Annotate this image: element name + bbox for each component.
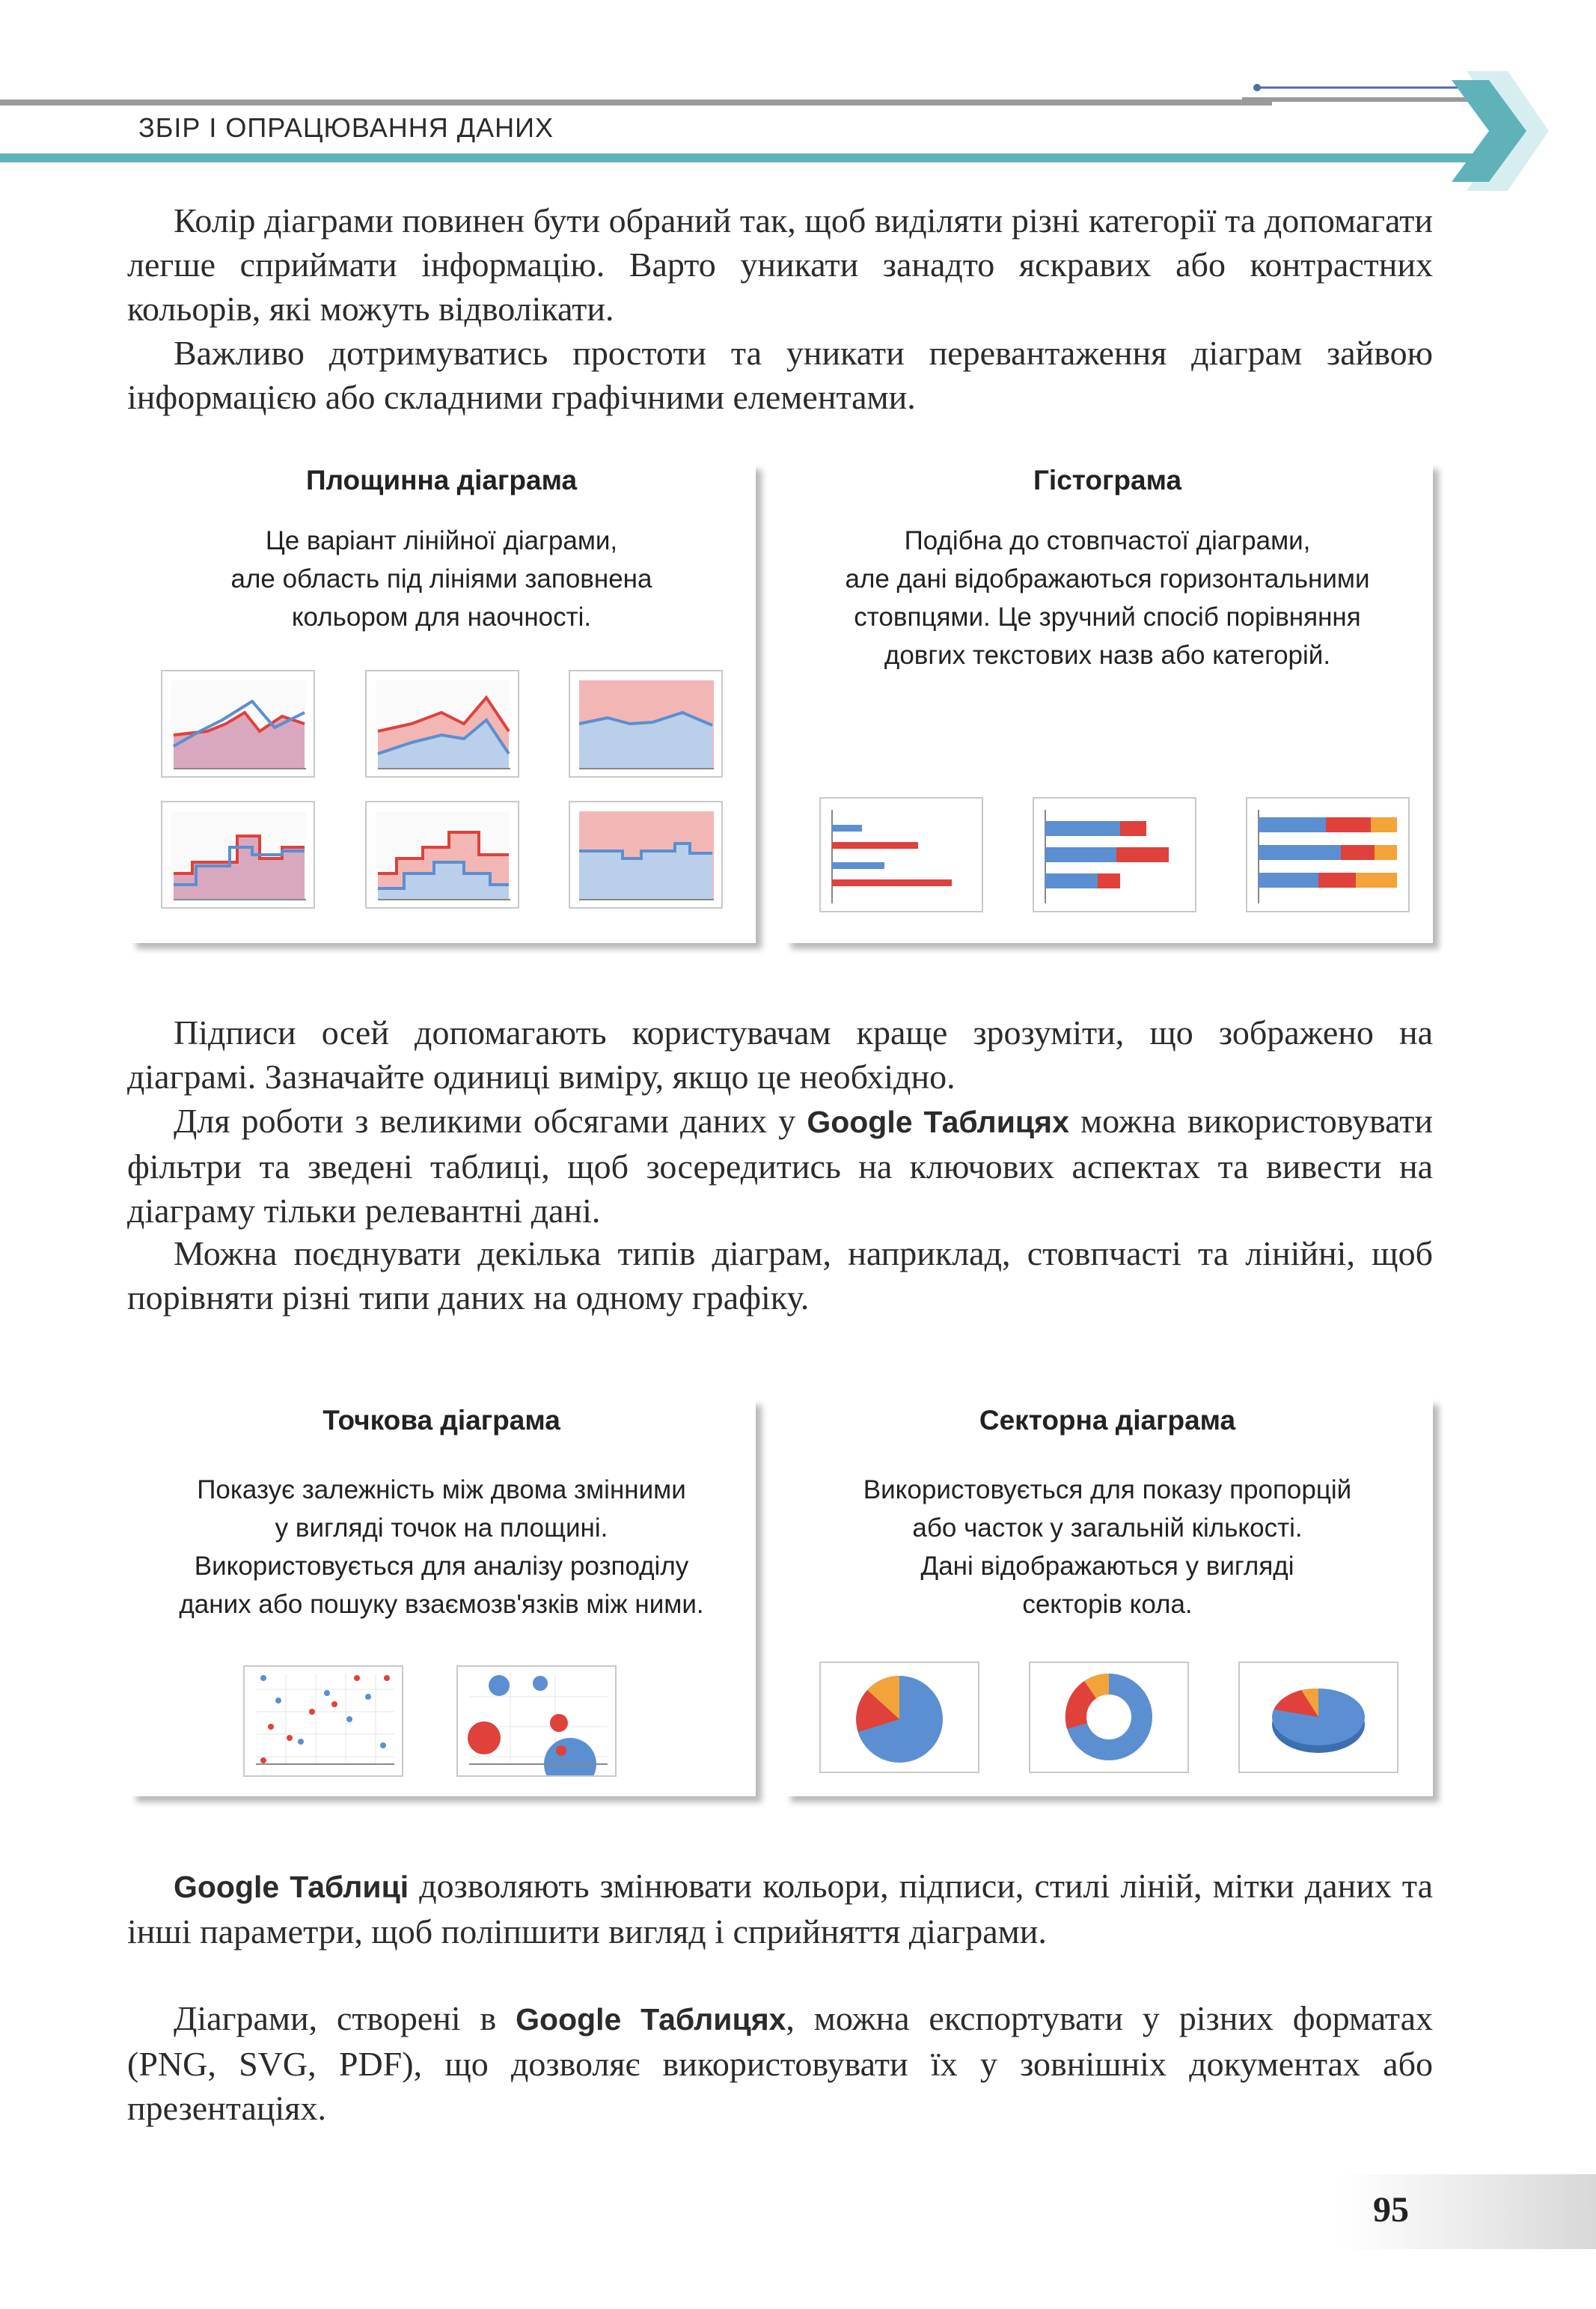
page-number: 95 [1373, 2190, 1409, 2230]
paragraph-color: Колір діаграми повинен бути обраний так, щоб виділяти різні категорії та допомагати легше сприймати інформацію. Варто уникати занадто яскравих або контрастних кольорів, які можуть відволікати. [127, 201, 1433, 328]
area-chart-thumbnail [365, 670, 519, 778]
pie-chart-thumbnail [819, 1662, 979, 1773]
google-sheets-term: Google Таблицях [516, 2002, 786, 2037]
paragraph-customize: Google Таблиці дозволяють змінювати кольори, підписи, стилі ліній, мітки даних та інші параметри, щоб поліпшити вигляд і сприйняття діаграми. [127, 1867, 1433, 1950]
paragraph-simplicity: Важливо дотримуватись простоти та уникати перевантаження діаграм зайвою інформацією або складними графічними елементами. [127, 334, 1433, 416]
header-rule-grey [0, 100, 1272, 106]
area-chart-thumbnail [161, 670, 315, 778]
card-description: Це варіант лінійної діаграми, але область під лініями заповнена кольором для наочності. [230, 526, 652, 632]
card-description: Подібна до стовпчастої діаграми, але дані відображаються горизонтальними стовпцями. Це зручний спосіб порівняння довгих текстових назв або категорій. [845, 526, 1370, 670]
scatter-chart-thumbnail [243, 1665, 403, 1777]
google-sheets-term: Google Таблицях [807, 1105, 1069, 1139]
card-title: Точкова діаграма [322, 1405, 560, 1436]
area-chart-thumbnail [569, 801, 723, 909]
area-chart-thumbnail [365, 801, 519, 909]
section-title: ЗБІР І ОПРАЦЮВАННЯ ДАНИХ [138, 112, 554, 143]
bar-chart-thumbnail [819, 797, 983, 912]
pie-chart-thumbnail [1029, 1662, 1189, 1773]
card-description: Показує залежність між двома змінними у вигляді точок на площині. Використовується для аналізу розподілу даних або пошуку взаємозв'язків між ними. [179, 1475, 704, 1619]
bar-chart-thumbnail [1246, 797, 1410, 912]
card-title: Гістограма [1033, 465, 1182, 495]
bar-chart-thumbnail [1033, 797, 1196, 912]
card-pie-chart [782, 1396, 1433, 1796]
card-area-chart [127, 460, 756, 943]
card-description: Використовується для показу пропорцій або часток у загальній кількості. Дані відображаються у вигляді секторів кола. [863, 1475, 1352, 1619]
paragraph-export: Діаграми, створені в Google Таблицях, можна експортувати у різних форматах (PNG, SVG, PDF), що дозволяє використовувати їх у зовнішніх документах або презентаціях. [127, 1999, 1434, 2127]
scatter-chart-thumbnail [456, 1665, 617, 1777]
card-scatter-chart [127, 1396, 756, 1796]
area-chart-thumbnail [161, 801, 315, 909]
card-title: Площинна діаграма [305, 465, 578, 495]
area-chart-thumbnail [569, 670, 723, 778]
card-bar-chart [782, 460, 1433, 943]
paragraph-filters: Для роботи з великими обсягами даних у Google Таблицях можна використовувати фільтри та зведені таблиці, щоб зосередитись на ключових аспектах та вивести на діаграму тільки релевантні дані. [127, 1102, 1434, 1230]
pie-chart-thumbnail [1238, 1662, 1398, 1773]
google-sheets-term: Google Таблиці [174, 1870, 409, 1904]
chevron-arrow-icon [1227, 71, 1556, 198]
card-title: Секторна діаграма [979, 1405, 1236, 1436]
paragraph-axis-labels: Підписи осей допомагають користувачам краще зрозуміти, що зображено на діаграмі. Зазначайте одиниці виміру, якщо це необхідно. [127, 1013, 1433, 1096]
paragraph-combine: Можна поєднувати декілька типів діаграм, наприклад, стовпчасті та лінійні, щоб порівняти різні типи даних на одному графіку. [127, 1234, 1433, 1317]
